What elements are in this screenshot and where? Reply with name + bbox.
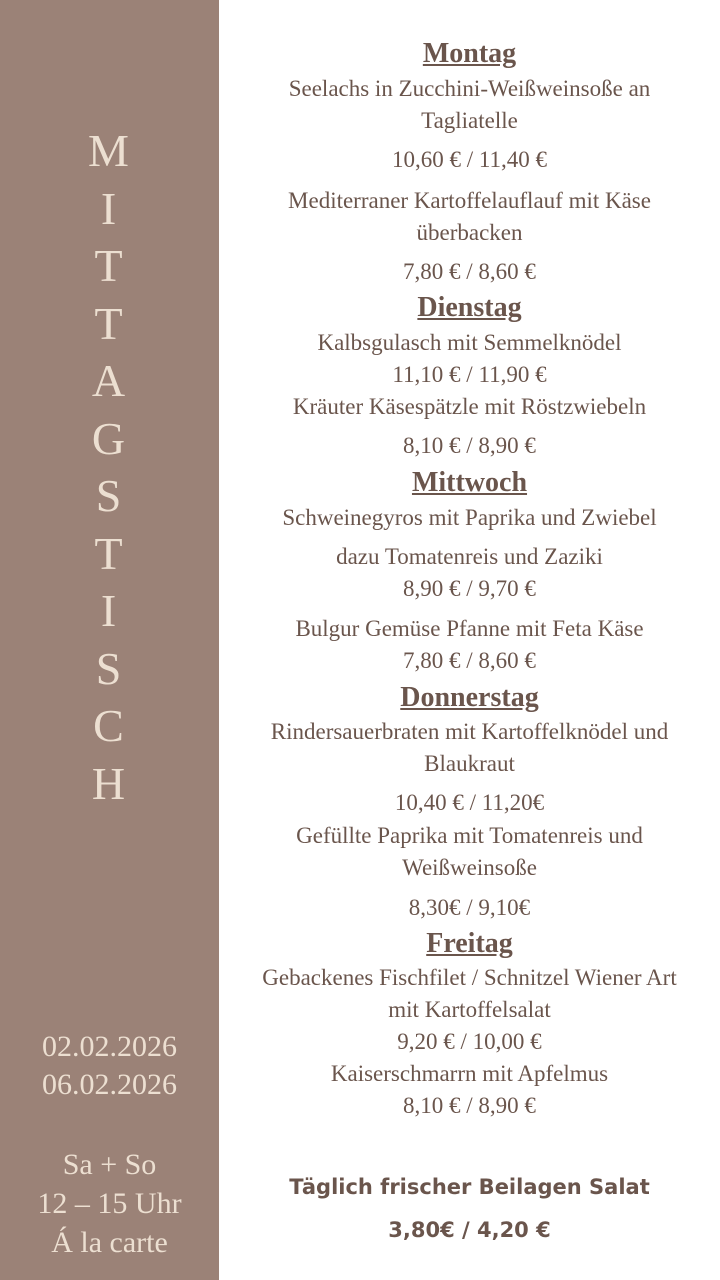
title-letter: G [91, 412, 128, 464]
title-letter: C [93, 700, 126, 751]
dish-text: dazu Tomatenreis und Zaziki [336, 544, 603, 569]
weekend-note: Á la carte [51, 1226, 168, 1259]
dish-price: 8,30€ / 9,10€ [408, 895, 531, 920]
dish-price: 10,60 € / 11,40 € [391, 147, 548, 172]
title-letter: I [100, 585, 119, 636]
title-letter: M [88, 125, 131, 176]
dish-price: 10,40 € / 11,20€ [394, 790, 545, 815]
title-letter: H [91, 757, 128, 809]
dish-text: Bulgur Gemüse Pfanne mit Feta Käse [295, 616, 644, 641]
salad-price: 3,80€ / 4,20 € [388, 1218, 551, 1242]
weekend-days: Sa + So [62, 1148, 157, 1181]
salad-label: Täglich frischer Beilagen Salat [289, 1175, 650, 1199]
dish-text: Mediterraner Kartoffelauflauf mit Käse [288, 188, 651, 213]
sidebar [0, 0, 219, 1280]
dish-price: 7,80 € / 8,60 € [403, 648, 536, 673]
dish-text: Rindersauerbraten mit Kartoffelknödel und [270, 719, 669, 744]
dish-text: Seelachs in Zucchini-Weißweinsoße an [288, 76, 651, 101]
menu-list [219, 0, 720, 1280]
title-letter: S [95, 642, 124, 694]
dish-price: 11,10 € / 11,90 € [392, 362, 547, 387]
dish-text: Kalbsgulasch mit Semmelknödel [317, 330, 622, 355]
dish-text: Kaiserschmarrn mit Apfelmus [330, 1061, 609, 1086]
day-heading-dienstag: Dienstag [417, 292, 522, 323]
title-letter: T [94, 297, 125, 349]
day-heading-mittwoch: Mittwoch [411, 467, 528, 498]
title-letter: T [94, 240, 125, 291]
title-letter: T [94, 527, 125, 579]
day-heading-montag: Montag [422, 38, 517, 69]
weekend-time: 12 – 15 Uhr [37, 1187, 182, 1220]
dish-text: Tagliatelle [421, 108, 518, 133]
dish-text: überbacken [416, 220, 523, 245]
dish-price: 9,20 € / 10,00 € [397, 1029, 542, 1054]
dish-text: Gefüllte Paprika mit Tomatenreis und [296, 823, 643, 848]
dish-price: 8,90 € / 9,70 € [403, 576, 536, 601]
vertical-title-mittagstisch [0, 122, 219, 812]
date-to: 06.02.2026 [42, 1068, 177, 1101]
title-letter: S [95, 470, 124, 521]
dish-text: mit Kartoffelsalat [388, 997, 551, 1022]
dish-text: Gebackenes Fischfilet / Schnitzel Wiener Art [262, 965, 677, 990]
dish-price: 7,80 € / 8,60 € [403, 259, 536, 284]
weekend-hours [0, 1145, 219, 1262]
dish-text: Blaukraut [424, 751, 515, 776]
day-heading-donnerstag: Donnerstag [400, 682, 539, 713]
date-range [0, 1028, 219, 1104]
dish-price: 8,10 € / 8,90 € [403, 433, 536, 458]
dish-price: 8,10 € / 8,90 € [403, 1093, 536, 1118]
dish-text: Schweinegyros mit Paprika und Zwiebel [282, 505, 657, 530]
title-letter: I [100, 182, 119, 234]
title-letter: A [91, 355, 128, 406]
day-heading-freitag: Freitag [426, 928, 513, 959]
dish-text: Kräuter Käsespätzle mit Röstzwiebeln [292, 394, 647, 419]
dish-text: Weißweinsoße [402, 855, 537, 880]
date-from: 02.02.2026 [42, 1030, 177, 1063]
